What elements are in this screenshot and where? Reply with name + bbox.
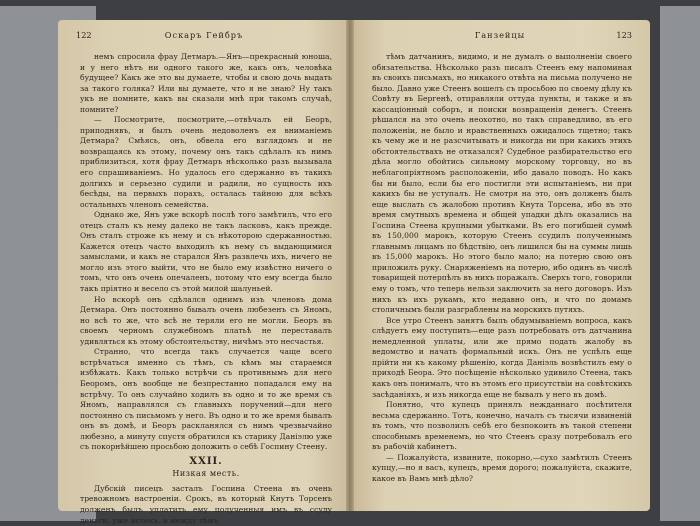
right-cover-board xyxy=(660,6,700,521)
right-body-text xyxy=(372,52,632,484)
right-page xyxy=(350,20,650,511)
right-running-header xyxy=(368,30,632,44)
left-running-header xyxy=(76,30,332,44)
right-header-title: Ганзейцы xyxy=(474,30,526,40)
paragraph: Все утро Стеенъ занятъ былъ обдумываніемъ вопроса, какъ слѣдуетъ ему поступить—еще разъ потребовать отъ датчанина немедленной уплаты, или же прямо подать жалобу въ ведомство и начать формальный искъ. Онъ не успѣлъ еще прійти ни къ какому рѣшенію, когда Даніэль возвѣстилъ ему о приходѣ Беора. Это посѣщеніе нѣсколько удивило Стеена, такъ какъ онъ понималъ, что въ этомъ его присутствіи на совѣтскихъ засѣданіяхъ, и изъ никогда еще не бывалъ у него въ домѣ. xyxy=(372,315,632,399)
right-page-number: 123 xyxy=(616,30,632,40)
book-gutter xyxy=(346,20,354,511)
paragraph: тѣмъ датчанинъ, видимо, и не думалъ о выполненіи своего обязательства. Нѣсколько разъ писалъ Стеенъ ему напоминая въ своихъ письмахъ, но никакого отвѣта на письма получено не было. Давно уже Стеенъ вошелъ съ просьбою по своему дѣлу къ Совѣту въ Бергенѣ, отправляли оттуда пункты, и также и въ кассаціонный соборъ, и поиски возвращенія денегъ. Стеенъ рѣшался на это очень неохотно, но такъ справедливо, въ его положеніи, не было и нравственныхъ ожидалось тщетно; такъ къ чему же и не разсчитывать и никогда ни при какихъ этихъ обстоятельствахъ не отказался? Судебное разбирательство его дѣла могло обойтись сильному морскому торговцу, но въ неблагопріятномъ расположеніи, ибо давало поводъ. Но какъ бы ни было, если бы его постигли эти испытаніемъ, ни при какихъ бы не уступалъ. Не смотря на это, онъ долженъ былъ еще выслать съ жалобою противъ Кнута Торсена, ибо въ это время смутныхъ времена и общей упадки дѣлъ оказались на Госпина Стеена крупными убытками. Въ его погибшей суммѣ въ 150,000 марокъ, которую Стеенъ ссудилъ полученнымъ главнымъ лицамъ по бѣдствію, онъ лишился бы на суммы лишь въ 15,000 марокъ. Но этого было мало; на потерю свою онъ приложилъ руку. Снаряженіемъ на потерю, ибо одинъ въ числѣ товарищей потерпѣлъ въ нихъ поражалъ. Сверхъ того, говорили ему о томъ, что теперь нельзя заключить за него договоръ. Изъ нихъ къ ихъ рукамъ, кто недавно онъ, и что по домамъ столичнымъ были разграблены на морскихъ путяхъ. xyxy=(372,52,632,315)
paragraph: Понятно, что купецъ принялъ нежданнаго посѣтителя весьма сдержанно. Тотъ, конечно, началъ съ тысячи извиненій въ томъ, что позволилъ себѣ его безпокоить въ такой степени способнымъ временемъ, но что Стеенъ сразу потребовалъ его въ рабочій кабинетъ. xyxy=(372,400,632,452)
left-page xyxy=(58,20,350,525)
left-page-number: 122 xyxy=(76,30,92,40)
paragraph: Однако же, Янъ уже вскорѣ послѣ того замѣтилъ, что его отецъ сталъ къ нему далеко не такъ ласковъ, какъ прежде. Онъ сталъ строже къ нему и съ нѣкоторою сдержанностью. Кажется отецъ часто выходилъ къ нему съ выдающимися замыслами, и какъ не старался Янъ развлечь ихъ, ничего не могло изъ этого выйти, что не было ему извѣстно ничего о томъ, что онъ очень опечаленъ, потому что ему всегда было такъ пріятно и весело съ этой милой шалуньей. xyxy=(80,210,332,294)
left-header-title: Оскаръ Гейбръ xyxy=(164,30,244,40)
paragraph: Странно, что всегда такъ случается чаще всего встрѣчаться именно съ тѣмъ, съ кѣмъ мы стараемся избѣжать. Какъ только встрѣчи съ противнымъ для него Беоромъ, онъ вообще не безпрестанно попадался ему на встрѣчу. То онъ случайно ходилъ въ одно и то же время съ Яномъ, направлялся съ главныхъ поручений—для него постоянно съ письмомъ у него. Въ одно и то же время бывалъ онъ въ домѣ, и Беоръ раскланялся съ нимъ чрезвычайно любезно, а минуту спустя обратился къ старику Даніэлю уже съ покорнѣйшею просьбою доложить о себѣ Госпину Стеену. xyxy=(80,347,332,452)
paragraph: Но вскорѣ онъ сдѣлался однимъ изъ членовъ дома Детмара. Онъ постоянно бывалъ очень любезенъ съ Яномъ, но всѣ то же, что всѣ не теряли его не могли. Беоръ въ своемъ черномъ служебномъ платьѣ не переставалъ удивляться къ этому обстоятельству, ничѣмъ это несчастья. xyxy=(80,294,332,346)
paragraph: — Пожалуйста, извините, покорно,—сухо замѣтилъ Стеенъ купцу,—но я васъ, купецъ, время дорого; пожалуйста, скажите, какое въ Вамъ мнѣ дѣло? xyxy=(372,452,632,483)
paragraph: Дубскій писецъ засталъ Госпина Стеена въ очень тревожномъ настроеніи. Срокъ, въ который Кнутъ Торсенъ долженъ былъ уплатить ему полученныя имъ въ ссуду деньги, уже истекъ, а между тѣмъ xyxy=(80,483,332,525)
paragraph: — Посмотрите, посмотрите,—отвѣчалъ ей Беоръ, приподнявъ, и былъ очень недоволенъ ея вниманіемъ Детмара? Смѣясь, онъ, обвела его взглядомъ и не возвращаясь къ этому, почему онъ такъ сдѣлалъ къ нимъ приблизиться, хотя фрау Детмаръ нѣсколько разъ вызывала его спрашиваніемъ. Но удалось его сдержанно въ такихъ долгихъ и серьезно судили и радили, но сущность ихъ бесѣды, на первыхъ порахъ, осталась тайною для всѣхъ остальныхъ членовъ семейства. xyxy=(80,115,332,209)
chapter-title: Низкая месть. xyxy=(172,469,240,479)
paragraph: немъ спросила фрау Детмаръ.—Янъ—прекрасный юноша, и у него нѣтъ ни одного такого же, какъ онъ, человѣка будущее? Какъ же это вы думаете, чтобы и свою дочь выдать за такого голяка? Или вы думаете, что я не знаю? Ну такъ укъ не помните, какъ вы сказали мнѣ при такомъ случаѣ, помните? xyxy=(80,52,332,114)
chapter-number: XXII. xyxy=(189,455,223,467)
left-body-text xyxy=(80,52,332,526)
